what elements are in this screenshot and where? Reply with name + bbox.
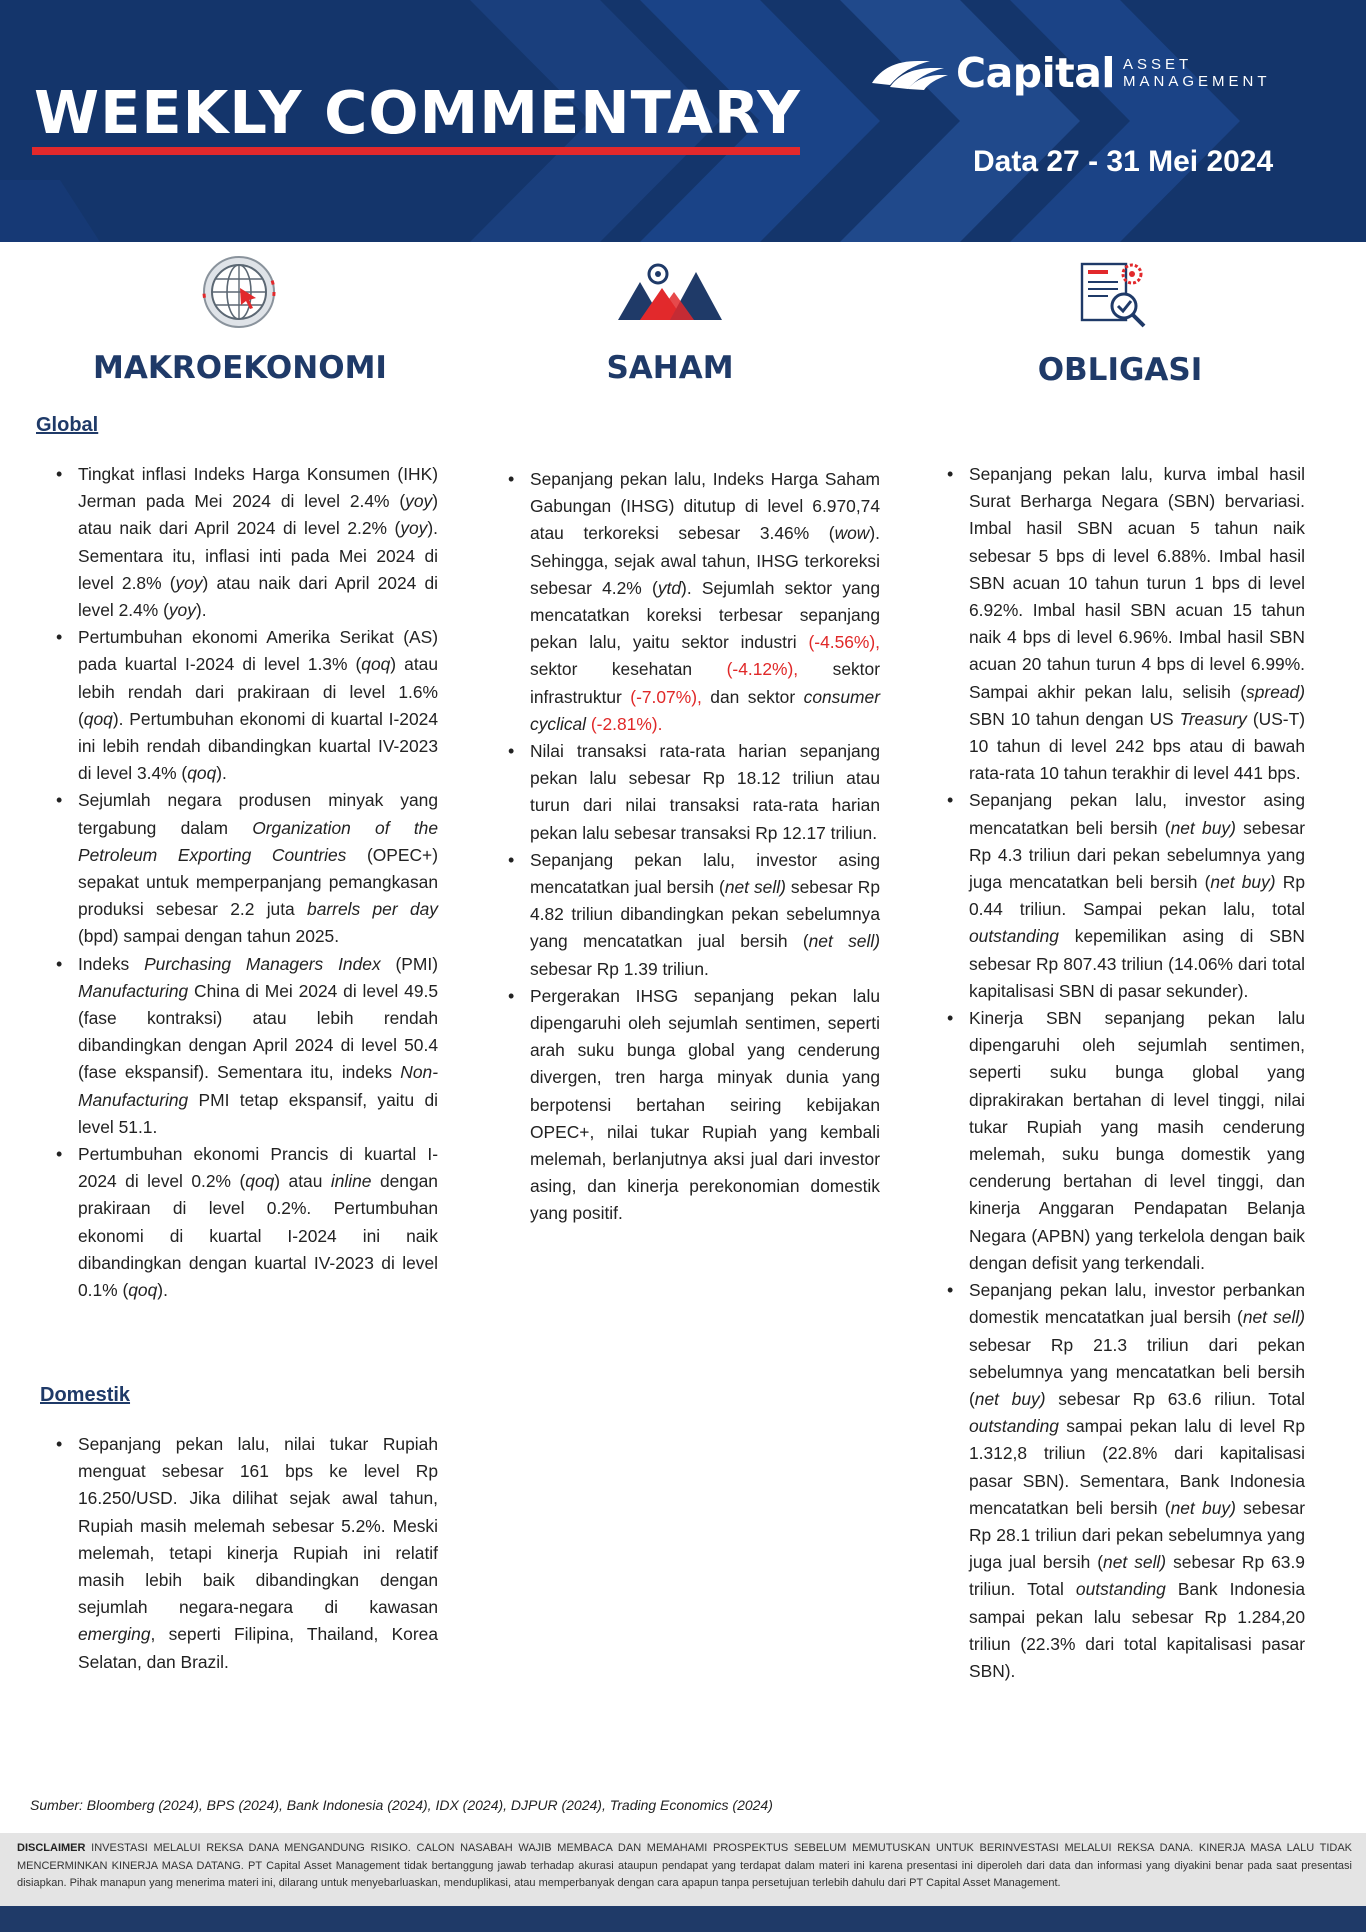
brand-sub-2: MANAGEMENT <box>1122 73 1271 90</box>
list-item: • Pertumbuhan ekonomi Prancis di kuartal I-2024 di level 0.2% (qoq) atau inline dengan prakiraan di level 0.2%. Pertumbuhan ekonomi di kuartal I-2024 ini naik dibandingkan dengan kuartal IV-2023 di level 0.1% (qoq). <box>78 1141 438 1304</box>
brand-subtitle <box>1123 56 1271 90</box>
list-item: • Pergerakan IHSG sepanjang pekan lalu dipengaruhi oleh sejumlah sentimen, seperti arah suku bunga global yang cenderung divergen, tren harga minyak dunia yang berpotensi bertahan seiring kebijakan OPEC+, nilai tukar Rupiah yang kembali melemah, berlanjutnya aksi jual dari investor asing, dan kinerja perekonomian domestik yang positif. <box>530 983 880 1228</box>
disclaimer-label: DISCLAIMER <box>17 1842 86 1854</box>
list-item: • Kinerja SBN sepanjang pekan lalu dipengaruhi oleh sejumlah sentimen, seperti suku bunga global yang diprakirakan bertahan di level tinggi, nilai tukar Rupiah yang masih cenderung melemah, suku bunga domestik yang cenderung bertahan di level tinggi, dan kinerja Anggaran Pendapatan Belanja Negara (APBN) yang terkelola dengan baik dengan defisit yang terkendali. <box>969 1005 1305 1277</box>
title-underline <box>32 147 800 155</box>
list-item: • Sejumlah negara produsen minyak yang tergabung dalam Organization of the Petroleum Exporting Countries (OPEC+) sepakat untuk memperpanjang pemangkasan produksi sebesar 2.2 juta barrels per day (bpd) sampai dengan tahun 2025. <box>78 787 438 950</box>
list-item: • Sepanjang pekan lalu, Indeks Harga Saham Gabungan (IHSG) ditutup di level 6.970,74 atau terkoreksi sebesar 3.46% (wow). Sehingga, sejak awal tahun, IHSG terkoreksi sebesar 4.2% (ytd). Sejumlah sektor yang mencatatkan koreksi terbesar sepanjang pekan lalu, yaitu sektor industri (-4.56%), sektor kesehatan (-4.12%), sektor infrastruktur (-7.07%), dan sektor consumer cyclical (-2.81%). <box>530 466 880 738</box>
list-item: • Sepanjang pekan lalu, investor perbankan domestik mencatatkan jual bersih (net sell) sebesar Rp 21.3 triliun dari pekan sebelumnya yang mencatatkan beli bersih (net buy) sebesar Rp 63.6 riliun. Total outstanding sampai pekan lalu di level Rp 1.312,8 triliun (22.8% dari kapitalisasi pasar SBN). Sementara, Bank Indonesia mencatatkan beli bersih (net buy) sebesar Rp 28.1 triliun dari pekan sebelumnya yang juga jual bersih (net sell) sebesar Rp 63.9 triliun. Total outstanding Bank Indonesia sampai pekan lalu sebesar Rp 1.284,20 triliun (22.3% dari total kapitalisasi pasar SBN). <box>969 1277 1305 1685</box>
logo-wings-icon <box>868 53 950 93</box>
list-item: • Sepanjang pekan lalu, investor asing mencatatkan beli bersih (net buy) sebesar Rp 4.3 triliun dari pekan sebelumnya yang juga mencatatkan beli bersih (net buy) Rp 0.44 triliun. Sampai pekan lalu, total outstanding kepemilikan asing di SBN sebesar Rp 807.43 triliun (14.06% dari total kapitalisasi SBN di pasar sekunder). <box>969 787 1305 1005</box>
section-title-obligasi: OBLIGASI <box>1037 352 1203 388</box>
section-title-saham: SAHAM <box>606 350 734 386</box>
list-item: • Sepanjang pekan lalu, kurva imbal hasil Surat Berharga Negara (SBN) bervariasi. Imbal hasil SBN acuan 5 tahun naik sebesar 5 bps di level 6.88%. Imbal hasil SBN acuan 10 tahun turun 1 bps di level 6.92%. Imbal hasil SBN acuan 15 tahun naik 4 bps di level 6.96%. Imbal hasil SBN acuan 20 tahun turun 4 bps di level 6.99%. Sampai akhir pekan lalu, selisih (spread) SBN 10 tahun dengan US Treasury (US-T) 10 tahun di level 242 bps atau di bawah rata-rata 10 tahun terakhir di level 441 bps. <box>969 461 1305 787</box>
subheading-domestik: Domestik <box>40 1384 131 1406</box>
source-note: Sumber: Bloomberg (2024), BPS (2024), Bank Indonesia (2024), IDX (2024), DJPUR (2024), Trading Economics (2024) <box>30 1797 773 1813</box>
globe-icon <box>202 254 276 330</box>
saham-column <box>530 466 880 1228</box>
list-item: • Sepanjang pekan lalu, investor asing mencatatkan jual bersih (net sell) sebesar Rp 4.82 triliun dibandingkan pekan sebelumnya yang mencatatkan jual bersih (net sell) sebesar Rp 1.39 triliun. <box>530 847 880 983</box>
header-banner <box>0 0 1366 242</box>
document-magnifier-icon <box>1078 256 1160 332</box>
list-item: • Nilai transaksi rata-rata harian sepanjang pekan lalu sebesar Rp 18.12 triliun atau turun dari nilai transaksi rata-rata harian pekan lalu sebesar transaksi Rp 12.17 triliun. <box>530 738 880 847</box>
brand-name: Capital <box>956 49 1115 97</box>
list-item: • Tingkat inflasi Indeks Harga Konsumen (IHK) Jerman pada Mei 2024 di level 2.4% (yoy) atau naik dari April 2024 di level 2.2% (yoy). Sementara itu, inflasi inti pada Mei 2024 di level 2.8% (yoy) atau naik dari April 2024 di level 2.4% (yoy). <box>78 461 438 624</box>
list-item: • Sepanjang pekan lalu, nilai tukar Rupiah menguat sebesar 161 bps ke level Rp 16.250/USD. Jika dilihat sejak awal tahun, Rupiah masih melemah sebesar 5.2%. Meski melemah, tetapi kinerja Rupiah ini relatif masih lebih baik dibandingkan dengan sejumlah negara-negara di kawasan emerging, seperti Filipina, Thailand, Korea Selatan, dan Brazil. <box>78 1431 438 1676</box>
makro-domestik-column <box>78 1431 438 1676</box>
disclaimer-text: INVESTASI MELALUI REKSA DANA MENGANDUNG RISIKO. CALON NASABAH WAJIB MEMBACA DAN MEMAHAMI PROSPEKTUS SEBELUM MEMUTUSKAN UNTUK BERINVESTASI MELALUI REKSA DANA. KINERJA MASA LALU TIDAK MENCERMINKAN KINERJA MASA DATANG. PT Capital Asset Management tidak bertanggung jawab terhadap akurasi ataupun pendapat yang terdapat dalam materi ini karena presentasi ini diperoleh dari data dan informasi yang diyakini benar pada saat presentasi disiapkan. Pihak manapun yang menerima materi ini, dilarang untuk menyebarluaskan, menduplikasi, atau memperbanyak dengan cara apapun tanpa persetujuan terlebih dahulu dari PT Capital Asset Management. <box>17 1842 1353 1889</box>
mountain-chart-icon <box>618 262 722 322</box>
disclaimer-box <box>0 1833 1366 1906</box>
page-title: WEEKLY COMMENTARY <box>34 78 801 147</box>
makro-global-column <box>78 461 438 1304</box>
list-item: • Pertumbuhan ekonomi Amerika Serikat (AS) pada kuartal I-2024 di level 1.3% (qoq) atau lebih rendah dari prakiraan di level 1.6% (qoq). Pertumbuhan ekonomi di kuartal I-2024 ini lebih rendah dibandingkan kuartal IV-2023 di level 3.4% (qoq). <box>78 624 438 787</box>
subheading-global: Global <box>36 414 99 436</box>
brand-sub-1: ASSET <box>1122 56 1193 73</box>
obligasi-column <box>969 461 1305 1685</box>
brand-logo <box>868 50 1271 96</box>
list-item: • Indeks Purchasing Managers Index (PMI) Manufacturing China di Mei 2024 di level 49.5 (fase kontraksi) atau lebih rendah dibandingkan dengan April 2024 di level 50.4 (fase ekspansif). Sementara itu, indeks Non-Manufacturing PMI tetap ekspansif, yaitu di level 51.1. <box>78 951 438 1141</box>
report-date: Data 27 - 31 Mei 2024 <box>973 145 1274 178</box>
bottom-bar <box>0 1906 1366 1932</box>
section-title-makro: MAKROEKONOMI <box>93 350 387 386</box>
